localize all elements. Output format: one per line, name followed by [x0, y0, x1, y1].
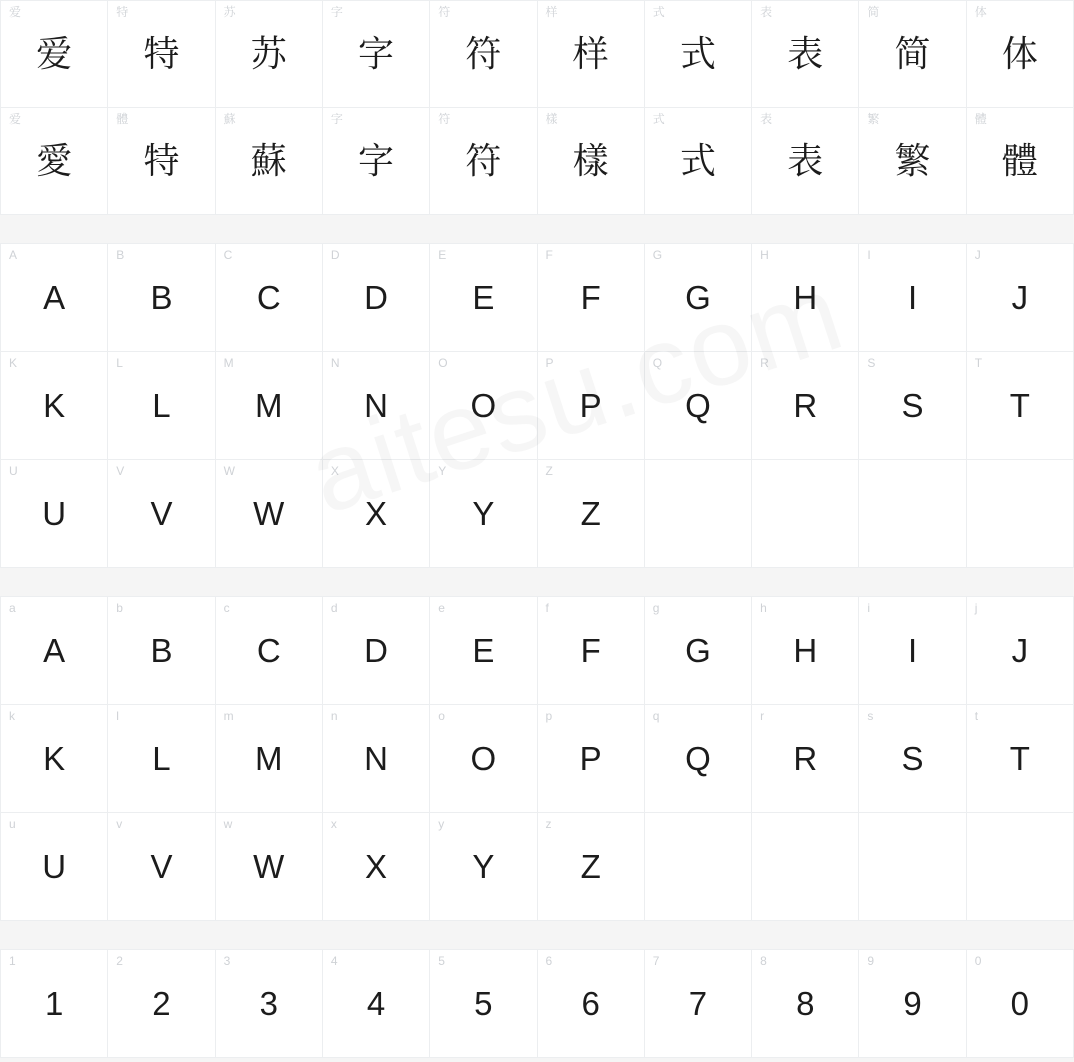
glyph-cell[interactable]	[216, 1, 323, 108]
glyph-cell-character: P	[579, 740, 602, 777]
glyph-cell-character: A	[43, 632, 66, 669]
glyph-cell-tag: 6	[545, 954, 553, 968]
glyph-cell[interactable]	[216, 950, 323, 1058]
glyph-cell-tag: e	[438, 601, 445, 615]
glyph-cell-character: Q	[685, 740, 711, 777]
glyph-cell-character: S	[901, 387, 924, 424]
glyph-cell[interactable]	[108, 597, 215, 705]
glyph-cell-tag: D	[330, 248, 340, 262]
glyph-cell-tag: p	[545, 709, 553, 723]
glyph-cell-character: L	[152, 387, 171, 424]
glyph-cell-tag: x	[330, 817, 337, 831]
glyph-cell[interactable]	[967, 352, 1074, 460]
glyph-cell[interactable]	[430, 244, 537, 352]
glyph-cell[interactable]	[645, 597, 752, 705]
glyph-cell[interactable]	[323, 705, 430, 813]
glyph-cell-character: 7	[688, 985, 708, 1022]
glyph-cell-tag: R	[760, 356, 769, 370]
glyph-cell-character: N	[364, 387, 388, 424]
glyph-cell-tag: 符	[438, 112, 451, 126]
glyph-cell[interactable]	[859, 597, 966, 705]
glyph-cell-tag: 式	[652, 112, 665, 126]
glyph-cell-tag: Y	[438, 464, 447, 478]
glyph-cell-character: G	[685, 632, 711, 669]
glyph-cell[interactable]	[538, 244, 645, 352]
glyph-cell-tag: 式	[652, 5, 665, 19]
glyph-cell-character: 3	[259, 985, 278, 1022]
glyph-cell[interactable]	[538, 352, 645, 460]
glyph-cell-tag: 表	[760, 5, 773, 19]
glyph-cell-tag: w	[223, 817, 233, 831]
glyph-cell[interactable]	[967, 244, 1074, 352]
glyph-cell[interactable]	[859, 950, 966, 1058]
glyph-cell-character: C	[256, 279, 281, 316]
glyph-cell-tag: F	[545, 248, 553, 262]
glyph-cell[interactable]	[645, 705, 752, 813]
glyph-cell[interactable]	[752, 352, 859, 460]
glyph-cell-tag: Z	[545, 464, 553, 478]
glyph-cell-tag: V	[116, 464, 125, 478]
glyph-cell[interactable]	[323, 460, 430, 568]
glyph-cell-tag: o	[438, 709, 445, 723]
glyph-cell-tag: C	[223, 248, 233, 262]
glyph-cell-character: B	[150, 632, 173, 669]
glyph-cell-character: O	[470, 387, 497, 424]
glyph-cell[interactable]	[430, 950, 537, 1058]
glyph-cell-character: 符	[465, 33, 502, 74]
glyph-cell-tag: 表	[760, 112, 773, 126]
glyph-cell-tag: X	[330, 464, 339, 478]
glyph-cell-character: T	[1009, 387, 1030, 424]
glyph-cell[interactable]	[538, 813, 645, 921]
glyph-cell[interactable]	[752, 705, 859, 813]
glyph-cell[interactable]	[752, 950, 859, 1058]
glyph-cell-tag: I	[867, 248, 871, 262]
glyph-cell[interactable]	[1, 244, 108, 352]
glyph-cell-tag: 5	[438, 954, 445, 968]
glyph-cell-character: 體	[1001, 140, 1038, 181]
glyph-cell[interactable]	[430, 108, 537, 215]
glyph-cell-tag: 字	[330, 5, 343, 19]
glyph-cell[interactable]	[967, 597, 1074, 705]
glyph-cell-tag: c	[223, 601, 230, 615]
glyph-cell-character: D	[364, 279, 388, 316]
glyph-cell[interactable]	[967, 950, 1074, 1058]
glyph-cell-character: F	[580, 279, 601, 316]
glyph-cell-character: 特	[143, 33, 180, 74]
glyph-cell[interactable]	[752, 1, 859, 108]
glyph-cell[interactable]	[1, 108, 108, 215]
glyph-cell[interactable]	[1, 813, 108, 921]
glyph-cell-character: V	[150, 495, 173, 532]
glyph-cell-tag: 苏	[223, 5, 236, 19]
glyph-cell-character: N	[364, 740, 388, 777]
glyph-cell-tag: N	[330, 356, 340, 370]
glyph-cell-character: 9	[903, 985, 922, 1022]
glyph-cell[interactable]	[108, 705, 215, 813]
glyph-cell[interactable]	[645, 950, 752, 1058]
glyph-cell-character: K	[43, 740, 66, 777]
glyph-cell-character: L	[152, 740, 171, 777]
glyph-cell[interactable]	[108, 813, 215, 921]
glyph-cell-character: D	[364, 632, 388, 669]
glyph-cell-tag: i	[867, 601, 871, 615]
glyph-cell-tag: 體	[974, 112, 987, 126]
glyph-cell[interactable]	[216, 597, 323, 705]
glyph-cell[interactable]	[216, 813, 323, 921]
glyph-cell-character: Q	[685, 387, 711, 424]
glyph-cell[interactable]	[752, 813, 859, 921]
glyph-cell-character: R	[793, 740, 818, 777]
glyph-cell-character: 蘇	[250, 140, 287, 181]
glyph-cell[interactable]	[967, 705, 1074, 813]
glyph-cell[interactable]	[430, 597, 537, 705]
glyph-cell-tag: G	[652, 248, 663, 262]
glyph-cell-tag: 符	[438, 5, 451, 19]
glyph-cell[interactable]	[967, 813, 1074, 921]
glyph-cell[interactable]	[752, 108, 859, 215]
glyph-cell[interactable]	[430, 705, 537, 813]
glyph-cell[interactable]	[859, 813, 966, 921]
glyph-cell-character: H	[793, 279, 818, 316]
glyph-cell-character: 愛	[36, 140, 73, 181]
glyph-cell[interactable]	[430, 460, 537, 568]
glyph-cell[interactable]	[859, 244, 966, 352]
glyph-cell[interactable]	[859, 108, 966, 215]
glyph-cell-tag: t	[974, 709, 979, 723]
glyph-cell-tag: v	[116, 817, 123, 831]
glyph-cell-character: I	[907, 279, 918, 316]
glyph-cell-tag: 2	[116, 954, 123, 968]
glyph-cell-tag: r	[760, 709, 765, 723]
glyph-cell-character: 表	[787, 33, 824, 74]
glyph-cell-character: 表	[787, 140, 824, 181]
glyph-cell[interactable]	[752, 460, 859, 568]
glyph-cell-character: O	[470, 740, 497, 777]
glyph-cell-tag: P	[545, 356, 554, 370]
glyph-cell-character: E	[472, 632, 495, 669]
glyph-cell[interactable]	[108, 460, 215, 568]
glyph-cell-character: C	[256, 632, 281, 669]
glyph-cell-character: W	[253, 495, 285, 532]
glyph-cell[interactable]	[859, 1, 966, 108]
glyph-cell[interactable]	[538, 108, 645, 215]
glyph-cell-tag: 7	[652, 954, 660, 968]
glyph-cell[interactable]	[108, 108, 215, 215]
lowercase-block	[0, 596, 1074, 921]
glyph-cell-tag: 3	[223, 954, 231, 968]
glyph-cell-tag: 体	[974, 5, 987, 19]
glyph-cell-tag: L	[116, 356, 123, 370]
glyph-cell-tag: y	[438, 817, 445, 831]
glyph-cell-tag: b	[116, 601, 123, 615]
glyph-cell-character: 2	[152, 985, 171, 1022]
glyph-cell[interactable]	[323, 597, 430, 705]
glyph-cell[interactable]	[1, 597, 108, 705]
glyph-cell-tag: a	[9, 601, 16, 615]
glyph-cell-tag: E	[438, 248, 447, 262]
glyph-cell-tag: T	[974, 356, 983, 370]
glyph-cell-character: Y	[472, 848, 495, 885]
glyph-cell-character: 体	[1001, 33, 1038, 74]
glyph-cell-tag: H	[760, 248, 769, 262]
glyph-cell-character: A	[43, 279, 66, 316]
glyph-cell-character: G	[685, 279, 711, 316]
glyph-cell-character: T	[1009, 740, 1030, 777]
glyph-cell-tag: S	[867, 356, 876, 370]
glyph-cell-character: H	[793, 632, 818, 669]
glyph-cell-character: U	[42, 848, 67, 885]
glyph-cell-character: 式	[679, 140, 716, 181]
glyph-cell-character: V	[150, 848, 173, 885]
glyph-cell-tag: 0	[974, 954, 982, 968]
glyph-cell-character: B	[150, 279, 173, 316]
glyph-cell[interactable]	[859, 705, 966, 813]
glyph-cell-character: 8	[796, 985, 815, 1022]
glyph-cell[interactable]	[216, 352, 323, 460]
glyph-cell-tag: U	[9, 464, 18, 478]
glyph-cell-tag: 爱	[9, 5, 22, 19]
glyph-cell-character: M	[254, 387, 283, 424]
glyph-cell[interactable]	[216, 108, 323, 215]
glyph-cell[interactable]	[859, 352, 966, 460]
glyph-cell-tag: j	[974, 601, 978, 615]
glyph-cell-tag: 简	[867, 5, 880, 19]
glyph-cell[interactable]	[430, 352, 537, 460]
glyph-cell-tag: W	[223, 464, 235, 478]
glyph-cell[interactable]	[645, 460, 752, 568]
glyph-cell-tag: 特	[116, 5, 129, 19]
glyph-cell-tag: 蘇	[223, 112, 236, 126]
glyph-cell[interactable]	[323, 108, 430, 215]
glyph-cell[interactable]	[538, 597, 645, 705]
glyph-cell[interactable]	[323, 244, 430, 352]
glyph-cell-tag: l	[116, 709, 119, 723]
glyph-cell[interactable]	[645, 813, 752, 921]
glyph-cell-character: I	[907, 632, 918, 669]
glyph-cell[interactable]	[752, 244, 859, 352]
glyph-cell-tag: J	[974, 248, 981, 262]
glyph-cell-character: J	[1011, 632, 1029, 669]
glyph-cell-character: Y	[472, 495, 495, 532]
glyph-cell[interactable]	[323, 1, 430, 108]
glyph-cell[interactable]	[1, 352, 108, 460]
glyph-cell-character: F	[580, 632, 601, 669]
glyph-cell-tag: 9	[867, 954, 875, 968]
glyph-cell-tag: A	[9, 248, 18, 262]
glyph-cell[interactable]	[108, 950, 215, 1058]
glyph-cell-character: 繁	[894, 140, 931, 181]
glyph-cell[interactable]	[645, 108, 752, 215]
glyph-cell[interactable]	[1, 460, 108, 568]
glyph-cell-character: 1	[44, 985, 64, 1022]
glyph-cell-tag: 樣	[545, 112, 558, 126]
glyph-cell-character: 简	[894, 33, 931, 74]
glyph-cell-tag: M	[223, 356, 234, 370]
glyph-cell-tag: B	[116, 248, 125, 262]
glyph-cell[interactable]	[538, 705, 645, 813]
glyph-cell[interactable]	[216, 705, 323, 813]
glyph-cell-character: U	[42, 495, 67, 532]
glyph-cell-character: M	[254, 740, 283, 777]
glyph-cell[interactable]	[645, 352, 752, 460]
glyph-cell-tag: 1	[9, 954, 16, 968]
glyph-cell[interactable]	[430, 1, 537, 108]
glyph-cell[interactable]	[967, 460, 1074, 568]
glyph-cell-tag: q	[652, 709, 660, 723]
glyph-cell-character: Z	[580, 848, 601, 885]
glyph-cell-character: J	[1011, 279, 1029, 316]
glyph-cell-tag: K	[9, 356, 18, 370]
glyph-cell[interactable]	[1, 705, 108, 813]
glyph-cell-character: X	[365, 848, 388, 885]
glyph-cell-tag: f	[545, 601, 549, 615]
glyph-cell[interactable]	[645, 1, 752, 108]
glyph-cell[interactable]	[323, 813, 430, 921]
glyph-cell-character: 符	[465, 140, 502, 181]
glyph-cell[interactable]	[859, 460, 966, 568]
glyph-cell-character: R	[793, 387, 818, 424]
glyph-cell-tag: 爱	[9, 112, 22, 126]
glyph-cell-character: 字	[358, 140, 395, 181]
glyph-cell-character: 样	[572, 33, 609, 74]
glyph-cell[interactable]	[538, 460, 645, 568]
glyph-cell[interactable]	[1, 950, 108, 1058]
glyph-cell-character: 5	[474, 985, 493, 1022]
glyph-cell-tag: n	[330, 709, 338, 723]
glyph-cell-tag: h	[760, 601, 767, 615]
glyph-cell-tag: z	[545, 817, 552, 831]
glyph-cell-character: S	[901, 740, 924, 777]
glyph-cell-tag: 4	[330, 954, 338, 968]
glyph-cell[interactable]	[323, 950, 430, 1058]
glyph-cell-character: 6	[581, 985, 600, 1022]
glyph-cell-tag: m	[223, 709, 234, 723]
glyph-cell-tag: u	[9, 817, 16, 831]
cjk-block	[0, 0, 1074, 215]
glyph-cell-tag: g	[652, 601, 660, 615]
uppercase-block	[0, 243, 1074, 568]
glyph-cell[interactable]	[1, 1, 108, 108]
glyph-cell-tag: 體	[116, 112, 129, 126]
glyph-cell-tag: 字	[330, 112, 343, 126]
glyph-cell[interactable]	[108, 1, 215, 108]
glyph-cell-character: 字	[358, 33, 395, 74]
glyph-cell-tag: 繁	[867, 112, 880, 126]
glyph-cell-character: 4	[366, 985, 386, 1022]
glyph-cell-character: 式	[679, 33, 716, 74]
glyph-cell-tag: 8	[760, 954, 767, 968]
glyph-cell[interactable]	[108, 244, 215, 352]
glyph-cell-character: E	[472, 279, 495, 316]
glyph-cell-tag: Q	[652, 356, 663, 370]
glyph-cell-character: 0	[1010, 985, 1030, 1022]
glyph-cell[interactable]	[752, 597, 859, 705]
glyph-cell-character: X	[365, 495, 388, 532]
glyph-cell[interactable]	[645, 244, 752, 352]
glyph-cell[interactable]	[538, 1, 645, 108]
glyph-cell-character: 特	[143, 140, 180, 181]
glyph-cell-character: P	[579, 387, 602, 424]
glyph-cell[interactable]	[967, 1, 1074, 108]
glyph-cell-character: Z	[580, 495, 601, 532]
glyph-cell-tag: k	[9, 709, 15, 723]
glyph-cell-tag: 样	[545, 5, 558, 19]
glyph-cell-tag: O	[438, 356, 448, 370]
glyph-cell-character: 樣	[572, 140, 609, 181]
numerals-block	[0, 949, 1074, 1058]
glyph-cell[interactable]	[216, 244, 323, 352]
glyph-cell[interactable]	[323, 352, 430, 460]
glyph-cell[interactable]	[430, 813, 537, 921]
glyph-cell[interactable]	[108, 352, 215, 460]
glyph-cell-character: 苏	[250, 33, 287, 74]
glyph-cell-tag: s	[867, 709, 874, 723]
glyph-cell-character: 爱	[36, 33, 73, 74]
glyph-cell[interactable]	[967, 108, 1074, 215]
glyph-cell[interactable]	[538, 950, 645, 1058]
glyph-cell-character: W	[253, 848, 285, 885]
glyph-cell-tag: d	[330, 601, 338, 615]
glyph-cell[interactable]	[216, 460, 323, 568]
glyph-cell-character: K	[43, 387, 66, 424]
